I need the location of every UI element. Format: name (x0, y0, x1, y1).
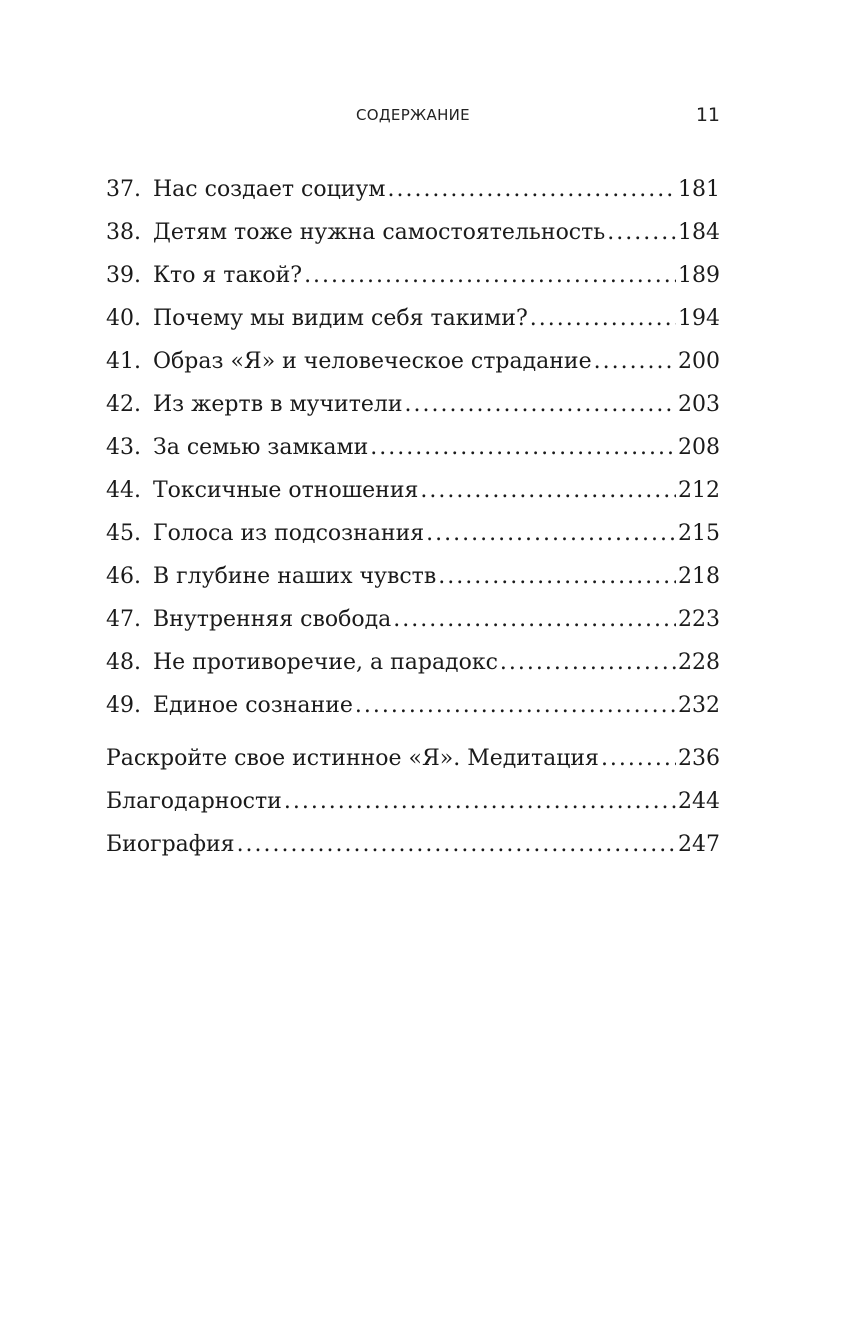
dot-leader (607, 216, 676, 250)
dot-leader (393, 603, 676, 637)
toc-entry-page: 212 (678, 478, 720, 503)
dot-leader (594, 345, 676, 379)
toc-entry-title: Биография (106, 832, 235, 857)
toc-entry-number: 45. (106, 521, 141, 546)
toc-entry-46[interactable] (106, 560, 720, 603)
toc-entry-44[interactable] (106, 474, 720, 517)
toc-entry-number: 48. (106, 650, 141, 675)
toc-entry-42[interactable] (106, 388, 720, 431)
toc-entry-number: 47. (106, 607, 141, 632)
toc-entry-43[interactable] (106, 431, 720, 474)
toc-entry-37[interactable] (106, 173, 720, 216)
toc-entry-meditation[interactable] (106, 742, 720, 785)
toc-entry-title: Раскройте свое истинное «Я». Медитация (106, 746, 599, 771)
toc-entry-title: Детям тоже нужна самостоятельность (153, 220, 606, 245)
page-number: 11 (695, 104, 720, 126)
toc-entry-title: Образ «Я» и человеческое страдание (153, 349, 592, 374)
toc-entry-page: 247 (678, 832, 720, 857)
toc-entry-number: 49. (106, 693, 141, 718)
toc-entry-number: 46. (106, 564, 141, 589)
toc-entry-40[interactable] (106, 302, 720, 345)
toc-entry-number: 44. (106, 478, 141, 503)
toc-entry-number: 43. (106, 435, 141, 460)
dot-leader (500, 646, 676, 680)
dot-leader (420, 474, 676, 508)
toc-entry-title: Нас создает социум (153, 177, 386, 202)
toc-entry-45[interactable] (106, 517, 720, 560)
toc-entry-number: 40. (106, 306, 141, 331)
table-of-contents (106, 173, 720, 871)
toc-entry-page: 218 (678, 564, 720, 589)
dot-leader (530, 302, 676, 336)
toc-entry-page: 200 (678, 349, 720, 374)
toc-entry-acknowledgements[interactable] (106, 785, 720, 828)
toc-entry-title: Кто я такой? (153, 263, 303, 288)
toc-entry-title: Внутренняя свобода (153, 607, 392, 632)
dot-leader (438, 560, 676, 594)
section-title: СОДЕРЖАНИЕ (356, 106, 470, 124)
toc-entry-page: 232 (678, 693, 720, 718)
dot-leader (387, 173, 676, 207)
toc-entry-title: Единое сознание (153, 693, 353, 718)
toc-entry-title: За семью замками (153, 435, 369, 460)
dot-leader (426, 517, 676, 551)
toc-entry-title: Почему мы видим себя такими? (153, 306, 528, 331)
toc-entry-title: Голоса из подсознания (153, 521, 425, 546)
toc-entry-title: Токсичные отношения (153, 478, 419, 503)
toc-entry-number: 38. (106, 220, 141, 245)
dot-leader (237, 828, 676, 862)
toc-entry-38[interactable] (106, 216, 720, 259)
toc-entry-number: 39. (106, 263, 141, 288)
toc-entry-page: 215 (678, 521, 720, 546)
toc-entry-39[interactable] (106, 259, 720, 302)
toc-entry-title: Из жертв в мучители (153, 392, 403, 417)
toc-entry-page: 184 (678, 220, 720, 245)
toc-entry-41[interactable] (106, 345, 720, 388)
toc-entry-page: 203 (678, 392, 720, 417)
toc-entry-page: 189 (678, 263, 720, 288)
dot-leader (304, 259, 676, 293)
dot-leader (370, 431, 676, 465)
toc-entry-page: 181 (678, 177, 720, 202)
toc-entry-title: В глубине наших чувств (153, 564, 437, 589)
dot-leader (355, 689, 676, 723)
toc-entry-page: 208 (678, 435, 720, 460)
toc-entry-number: 42. (106, 392, 141, 417)
toc-entry-48[interactable] (106, 646, 720, 689)
dot-leader (601, 742, 676, 776)
toc-entry-biography[interactable] (106, 828, 720, 871)
toc-entry-page: 228 (678, 650, 720, 675)
toc-entry-page: 194 (678, 306, 720, 331)
toc-entry-47[interactable] (106, 603, 720, 646)
toc-entry-title: Не противоречие, а парадокс (153, 650, 498, 675)
running-head (106, 104, 720, 128)
toc-entry-page: 223 (678, 607, 720, 632)
toc-entry-page: 236 (678, 746, 720, 771)
toc-entry-title: Благодарности (106, 789, 282, 814)
toc-entry-number: 41. (106, 349, 141, 374)
toc-entry-page: 244 (678, 789, 720, 814)
toc-entry-49[interactable] (106, 689, 720, 732)
dot-leader (284, 785, 676, 819)
toc-entry-number: 37. (106, 177, 141, 202)
dot-leader (405, 388, 676, 422)
section-spacer (106, 732, 720, 742)
